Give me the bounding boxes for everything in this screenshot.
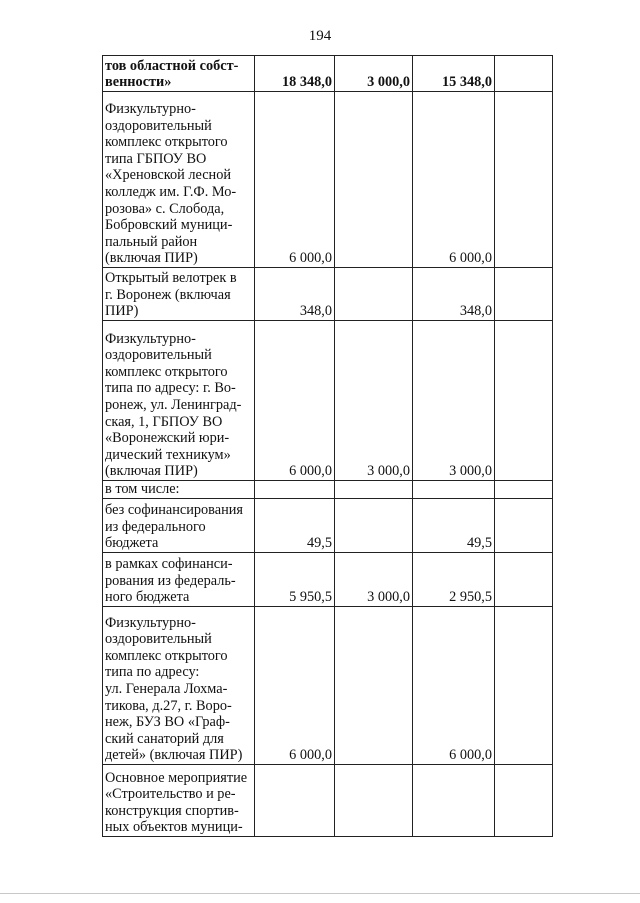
row-label: в том числе: [103, 481, 255, 499]
total-cell [255, 765, 335, 837]
extra-cell [495, 499, 553, 553]
extra-cell [495, 92, 553, 268]
total-cell: 6 000,0 [255, 321, 335, 481]
total-cell: 18 348,0 [255, 56, 335, 92]
row-label: без софинансирования из федерального бюджета [103, 499, 255, 553]
row-label: Основное мероприятие «Строительство и ре- конструкция спортив- ных объектов муници- [103, 765, 255, 837]
total-cell: 49,5 [255, 499, 335, 553]
row-label: Открытый велотрек в г. Воронеж (включая ПИР) [103, 268, 255, 321]
extra-cell [495, 56, 553, 92]
table-row [103, 607, 553, 765]
federal-cell: 3 000,0 [335, 321, 413, 481]
row-label: Физкультурно- оздоровительный комплекс открытого типа по адресу: г. Во- ронеж, ул. Ленинград- ская, 1, ГБПОУ ВО «Воронежский юри- дический техникум» (включая ПИР) [103, 321, 255, 481]
total-cell: 348,0 [255, 268, 335, 321]
row-label: тов областной собст- венности» [103, 56, 255, 92]
federal-cell [335, 92, 413, 268]
scan-edge-line [0, 893, 640, 894]
regional-cell [413, 765, 495, 837]
federal-cell [335, 765, 413, 837]
extra-cell [495, 553, 553, 607]
regional-cell: 49,5 [413, 499, 495, 553]
federal-cell: 3 000,0 [335, 56, 413, 92]
total-cell: 5 950,5 [255, 553, 335, 607]
row-label: Физкультурно- оздоровительный комплекс открытого типа ГБПОУ ВО «Хреновской лесной колледж им. Г.Ф. Мо- розова» с. Слобода, Бобровский муници- пальный район (включая ПИР) [103, 92, 255, 268]
regional-cell: 15 348,0 [413, 56, 495, 92]
table-row [103, 268, 553, 321]
federal-cell [335, 607, 413, 765]
federal-cell [335, 499, 413, 553]
regional-cell [413, 481, 495, 499]
table-row [103, 481, 553, 499]
row-label: в рамках софинанси- рования из федераль- ного бюджета [103, 553, 255, 607]
table-row [103, 765, 553, 837]
table-row [103, 56, 553, 92]
page-number: 194 [308, 28, 332, 44]
federal-cell [335, 481, 413, 499]
federal-cell [335, 268, 413, 321]
table-row [103, 499, 553, 553]
extra-cell [495, 607, 553, 765]
table-row [103, 321, 553, 481]
regional-cell: 2 950,5 [413, 553, 495, 607]
total-cell [255, 481, 335, 499]
extra-cell [495, 268, 553, 321]
table-row [103, 92, 553, 268]
table-row [103, 553, 553, 607]
regional-cell: 348,0 [413, 268, 495, 321]
budget-table [102, 55, 553, 837]
regional-cell: 6 000,0 [413, 607, 495, 765]
extra-cell [495, 321, 553, 481]
total-cell: 6 000,0 [255, 92, 335, 268]
federal-cell: 3 000,0 [335, 553, 413, 607]
regional-cell: 6 000,0 [413, 92, 495, 268]
row-label: Физкультурно- оздоровительный комплекс открытого типа по адресу: ул. Генерала Лохма- тикова, д.27, г. Воро- неж, БУЗ ВО «Граф- ский санаторий для детей» (включая ПИР) [103, 607, 255, 765]
extra-cell [495, 765, 553, 837]
regional-cell: 3 000,0 [413, 321, 495, 481]
total-cell: 6 000,0 [255, 607, 335, 765]
extra-cell [495, 481, 553, 499]
